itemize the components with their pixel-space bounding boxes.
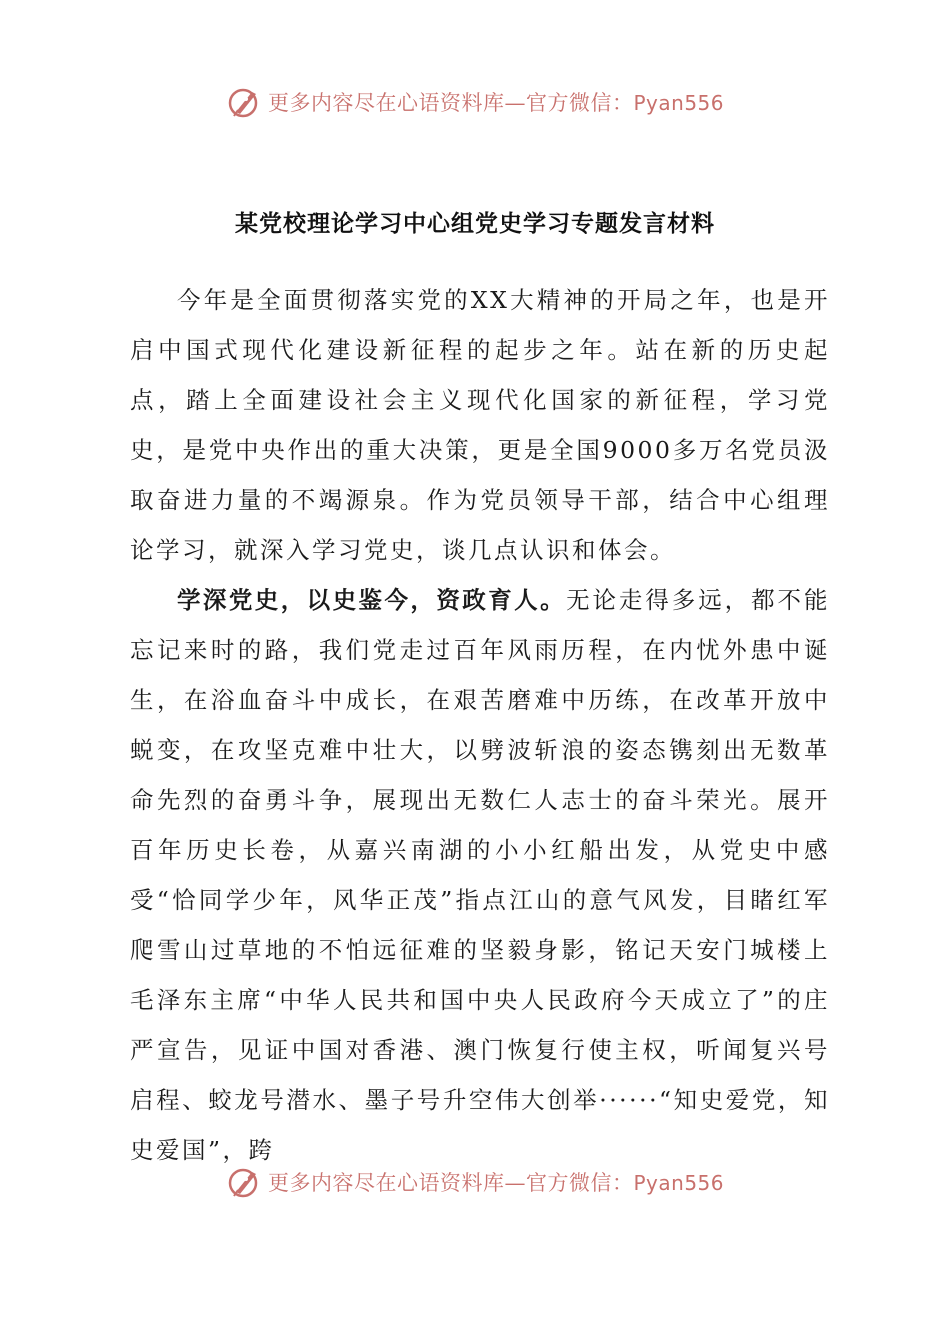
header-banner <box>0 80 950 124</box>
wechat-id: Pyan556 <box>633 1171 724 1195</box>
paragraph-section-1 <box>130 575 830 1175</box>
section-heading: 学深党史，以史鉴今，资政育人。 <box>177 586 567 614</box>
document-title: 某党校理论学习中心组党史学习专题发言材料 <box>235 211 715 237</box>
wechat-id: Pyan556 <box>633 91 724 115</box>
quill-pen-logo-icon <box>226 84 262 120</box>
quill-pen-logo-icon <box>226 1164 262 1200</box>
footer-banner <box>0 1160 950 1204</box>
document-body <box>130 275 830 1175</box>
section-body: 无论走得多远，都不能忘记来时的路，我们党走过百年风雨历程，在内忧外患中诞生，在浴血奋斗中成长，在艰苦磨难中历练，在改革开放中蜕变，在攻坚克难中壮大，以劈波斩浪的姿态镌刻出无数革命先烈的奋勇斗争，展现出无数仁人志士的奋斗荣光。展开百年历史长卷，从嘉兴南湖的小小红船出发，从党史中感受“恰同学少年，风华正茂”指点江山的意气风发，目睹红军爬雪山过草地的不怕远征难的坚毅身影，铭记天安门城楼上毛泽东主席“中华人民共和国中央人民政府今天成立了”的庄严宣告，见证中国对香港、澳门恢复行使主权，听闻复兴号启程、蛟龙号潜水、墨子号升空伟大创举······“知史爱党，知史爱国”，跨 <box>130 586 830 1164</box>
banner-text: 更多内容尽在心语资料库—官方微信：Pyan556 <box>267 91 724 115</box>
paragraph-intro: 今年是全面贯彻落实党的XX大精神的开局之年，也是开启中国式现代化建设新征程的起步之年。站在新的历史起点，踏上全面建设社会主义现代化国家的新征程，学习党史，是党中央作出的重大决策，更是全国9000多万名党员汲取奋进力量的不竭源泉。作为党员领导干部，结合中心组理论学习，就深入学习党史，谈几点认识和体会。 <box>130 286 830 564</box>
banner-text: 更多内容尽在心语资料库—官方微信：Pyan556 <box>267 1171 724 1195</box>
